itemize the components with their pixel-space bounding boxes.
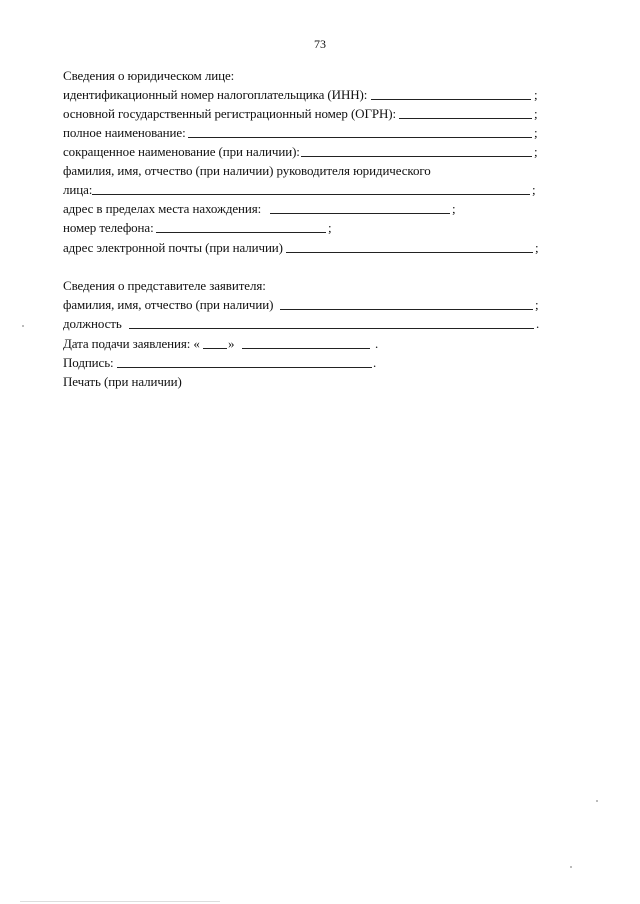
inn-field[interactable] xyxy=(371,99,531,100)
representative-name-semicolon: ; xyxy=(535,297,539,312)
full-name-field[interactable] xyxy=(188,137,532,138)
date-day-field[interactable] xyxy=(203,348,227,349)
inn-semicolon: ; xyxy=(534,87,538,102)
scan-speck xyxy=(570,866,572,868)
signature-field[interactable] xyxy=(117,367,372,368)
scan-speck xyxy=(596,800,598,802)
short-name-field[interactable] xyxy=(301,156,532,157)
address-semicolon: ; xyxy=(452,201,456,216)
short-name-label: сокращенное наименование (при наличии): xyxy=(63,144,300,159)
signature-period: . xyxy=(373,355,377,370)
scan-speck xyxy=(22,325,24,327)
email-field[interactable] xyxy=(286,252,533,253)
ogrn-semicolon: ; xyxy=(534,106,538,121)
date-close-quote: » xyxy=(228,336,235,351)
date-month-year-field[interactable] xyxy=(242,348,370,349)
inn-label: идентификационный номер налогоплательщика (ИНН): xyxy=(63,87,368,102)
full-name-semicolon: ; xyxy=(534,125,538,140)
position-label: должность xyxy=(63,316,122,331)
phone-field[interactable] xyxy=(156,232,326,233)
date-label: Дата подачи заявления: « xyxy=(63,336,200,351)
legal-entity-heading: Сведения о юридическом лице: xyxy=(63,68,235,83)
phone-semicolon: ; xyxy=(328,220,332,235)
representative-heading: Сведения о представителе заявителя: xyxy=(63,278,266,293)
address-field[interactable] xyxy=(270,213,450,214)
email-semicolon: ; xyxy=(535,240,539,255)
scan-bottom-edge xyxy=(20,901,220,902)
address-label: адрес в пределах места нахождения: xyxy=(63,201,262,216)
position-field[interactable] xyxy=(129,328,534,329)
page-number: 73 xyxy=(314,37,326,51)
head-name-field[interactable] xyxy=(92,194,530,195)
position-period: . xyxy=(536,316,540,331)
signature-label: Подпись: xyxy=(63,355,114,370)
head-name-label-line1: фамилия, имя, отчество (при наличии) руководителя юридического xyxy=(63,163,431,178)
ogrn-label: основной государственный регистрационный номер (ОГРН): xyxy=(63,106,397,121)
full-name-label: полное наименование: xyxy=(63,125,186,140)
email-label: адрес электронной почты (при наличии) xyxy=(63,240,283,255)
date-period: . xyxy=(375,336,379,351)
ogrn-field[interactable] xyxy=(399,118,532,119)
stamp-label: Печать (при наличии) xyxy=(63,374,182,389)
phone-label: номер телефона: xyxy=(63,220,154,235)
representative-name-field[interactable] xyxy=(280,309,533,310)
head-name-semicolon: ; xyxy=(532,182,536,197)
representative-name-label: фамилия, имя, отчество (при наличии) xyxy=(63,297,274,312)
short-name-semicolon: ; xyxy=(534,144,538,159)
head-name-label-line2: лица: xyxy=(63,182,93,197)
